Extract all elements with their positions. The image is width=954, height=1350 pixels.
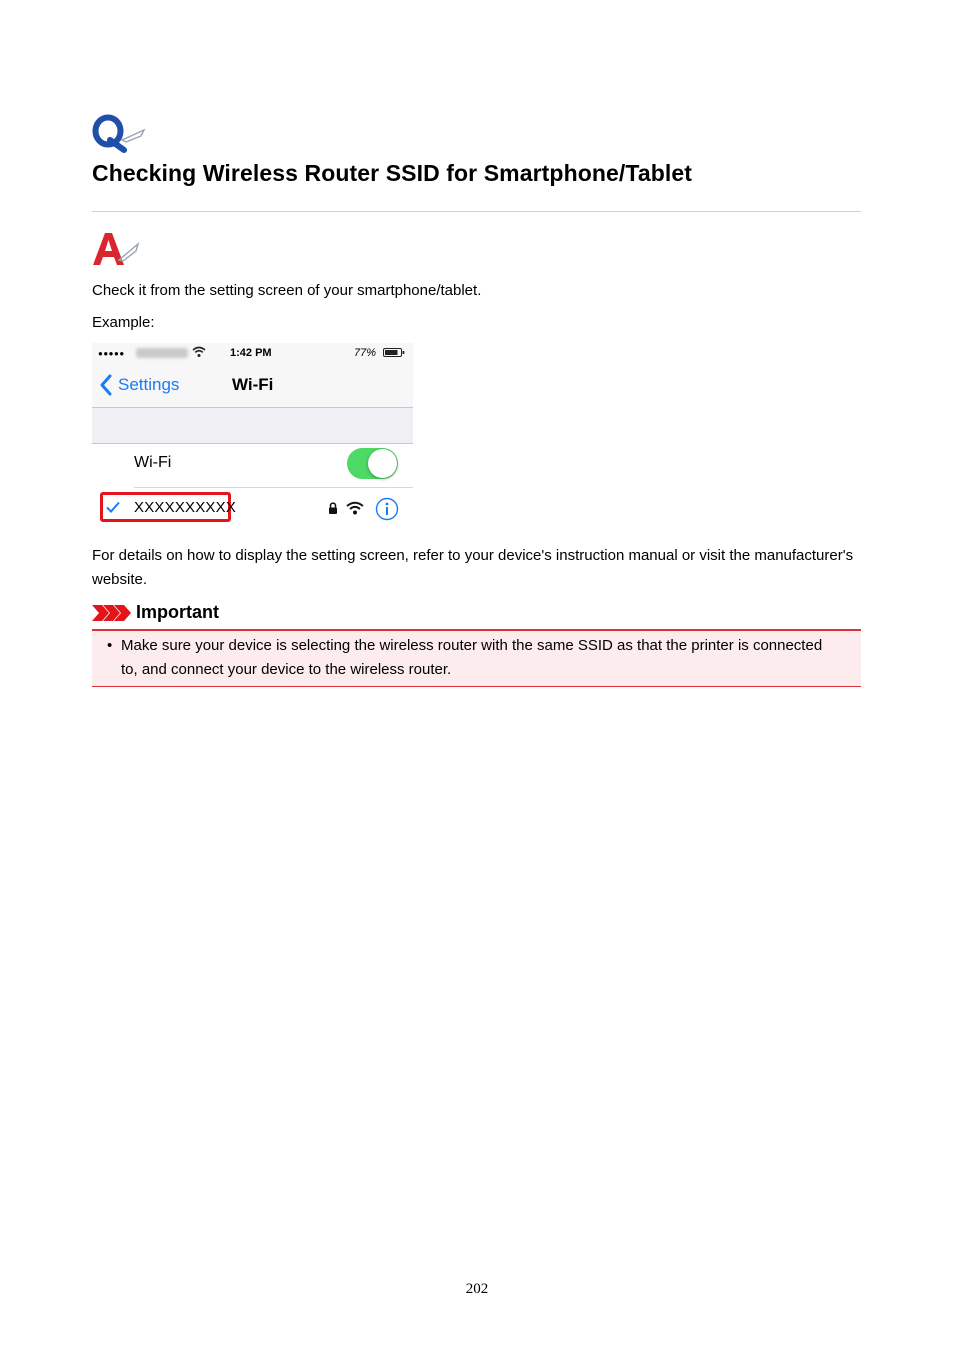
page-number: 202	[465, 1281, 489, 1297]
q-mark-icon	[92, 112, 148, 154]
intro-text: Check it from the setting screen of your smartphone/tablet.	[92, 282, 482, 299]
title-divider	[92, 211, 861, 212]
wifi-signal-icon	[192, 346, 206, 358]
wifi-toggle-knob	[368, 449, 397, 478]
important-bullet: •	[107, 637, 113, 654]
phone-screenshot	[92, 343, 413, 529]
status-time: 1:42 PM	[230, 347, 272, 359]
network-ssid[interactable]: XXXXXXXXXX	[134, 499, 237, 516]
a-mark-icon	[92, 230, 142, 268]
battery-icon	[383, 348, 405, 357]
back-button-settings[interactable]: Settings	[118, 375, 180, 394]
lock-icon	[328, 502, 338, 514]
nav-title: Wi-Fi	[232, 375, 274, 394]
signal-dots: ●●●●●	[98, 349, 125, 358]
row-separator	[134, 487, 413, 488]
section-spacer	[92, 407, 413, 444]
important-text: Make sure your device is selecting the wireless router with the same SSID as that the printer is connected to, and connect your device to the wireless router.	[121, 637, 823, 678]
example-label: Example:	[92, 314, 155, 331]
status-bar	[92, 343, 413, 363]
info-icon[interactable]	[375, 497, 399, 521]
carrier-name-blurred	[136, 348, 188, 358]
important-heading: Important	[136, 602, 219, 622]
network-signal-icon	[346, 501, 364, 515]
details-text: For details on how to display the setting screen, refer to your device's instruction manual or visit the manufacturer's website.	[92, 547, 854, 588]
back-chevron-icon[interactable]	[99, 374, 113, 396]
battery-percent: 77%	[354, 347, 377, 359]
page-title: Checking Wireless Router SSID for Smartphone/Tablet	[92, 160, 693, 186]
checkmark-icon	[106, 501, 120, 513]
wifi-toggle[interactable]	[347, 448, 398, 479]
important-arrows-icon	[92, 604, 132, 622]
wifi-row-label: Wi-Fi	[134, 454, 172, 471]
